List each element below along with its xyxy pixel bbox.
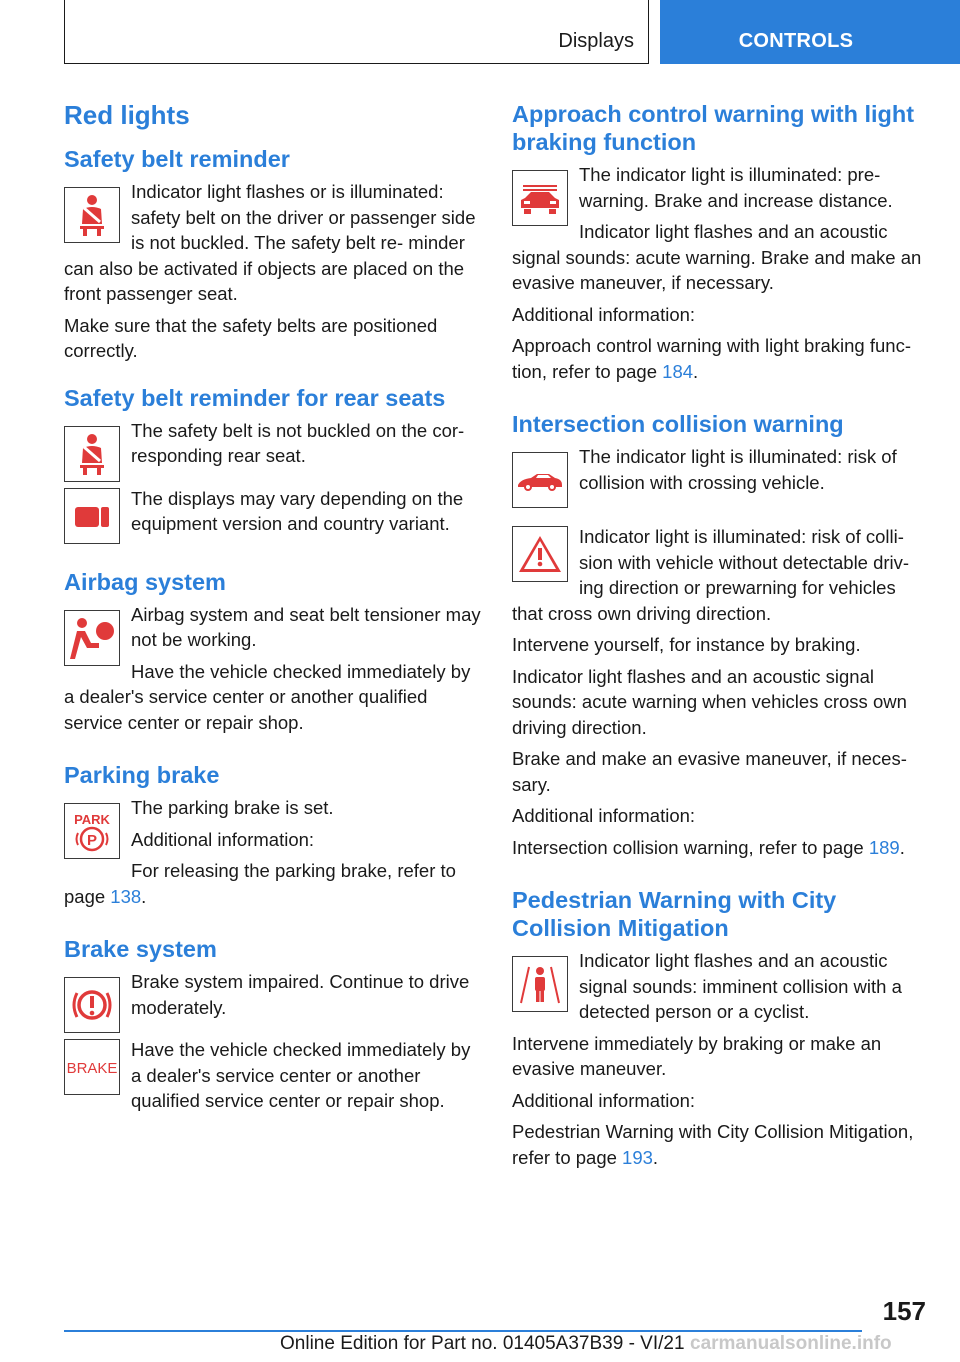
paragraph: Make sure that the safety belts are positioned correctly. (64, 314, 438, 362)
paragraph: Additional information: (131, 828, 315, 850)
punctuation: . (141, 885, 147, 907)
parking-brake-icon (64, 803, 120, 859)
paragraph: Have the vehicle checked immediately by a dealer's service center or another qualified service center or repair shop. (64, 660, 471, 733)
paragraph: Indicator light is illuminated: risk of colli- sion with vehicle without detectable driv- ing direction or prewarning for vehicles that cross own driving direction. (512, 526, 910, 624)
page-link-193[interactable]: 193 (622, 1146, 653, 1168)
page-link-189[interactable]: 189 (868, 836, 900, 858)
footer-edition: Online Edition for Part no. 01405A37B39 - VI/21 (280, 1333, 685, 1354)
left-column (64, 100, 482, 1140)
paragraph (512, 1119, 930, 1170)
seatbelt-icon (64, 187, 120, 243)
paragraph (64, 858, 482, 909)
paragraph: The indicator light is illuminated: risk of collision with crossing vehicle. (579, 446, 897, 493)
punctuation: . (652, 1146, 659, 1168)
paragraph: Airbag system and seat belt tensioner may not be working. (131, 603, 481, 651)
section-intersection-collision-warning (512, 410, 930, 866)
crossing-vehicle-icon (512, 452, 568, 508)
paragraph: Additional information: (512, 1089, 696, 1111)
paragraph-text: Approach control warning with light braking func- tion, refer to page (512, 335, 911, 382)
header-chapter-label: CONTROLS (738, 30, 854, 52)
punctuation: . (899, 836, 905, 858)
paragraph: Intervene yourself, for instance by braking. (512, 634, 861, 655)
svg-text:P: P (86, 832, 98, 850)
brake-icon-text: BRAKE (66, 1060, 118, 1078)
paragraph: Intervene immediately by braking or make an evasive maneuver. (512, 1032, 882, 1079)
pedestrian-icon (512, 956, 568, 1012)
section-heading: Safety belt reminder (64, 146, 290, 173)
paragraph: Additional information: (512, 303, 696, 325)
paragraph: Brake and make an evasive maneuver, if neces- sary. (512, 748, 907, 795)
rear-seat-occupancy-icon (64, 488, 120, 544)
paragraph: Indicator light flashes and an acoustic signal sounds: acute warning. Brake and make an evasive maneuver, if necessary. (512, 221, 922, 293)
section-brake-system (64, 935, 482, 1120)
paragraph: Indicator light flashes and an acoustic signal sounds: acute warning when vehicles cross own driving direction. (512, 665, 907, 738)
airbag-icon (64, 610, 120, 666)
section-parking-brake (64, 761, 482, 915)
page-title: Red lights (64, 100, 190, 130)
section-heading: Airbag system (64, 568, 226, 595)
punctuation: . (693, 360, 699, 382)
parking-brake-icon-text: PARK (74, 812, 110, 828)
section-airbag-system (64, 568, 482, 742)
section-safety-belt-reminder (64, 145, 482, 364)
page-link-184[interactable]: 184 (662, 360, 694, 382)
paragraph-text: Pedestrian Warning with City Collision Mitigation, refer to page (512, 1121, 914, 1168)
section-heading: Parking brake (64, 762, 220, 789)
section-heading: Brake system (64, 936, 217, 963)
warning-triangle-icon (512, 526, 568, 582)
paragraph-text: Intersection collision warning, refer to page (512, 836, 864, 858)
paragraph: The parking brake is set. (131, 797, 334, 819)
section-rear-seat-belt-reminder (64, 384, 482, 548)
section-pedestrian-warning (512, 886, 930, 1170)
header-chapter-tab[interactable] (660, 0, 960, 64)
paragraph: Have the vehicle checked immediately by a dealer's service center or another qualified service center or repair shop. (131, 1039, 471, 1112)
paragraph: Indicator light flashes and an acoustic signal sounds: imminent collision with a detected person or a cyclist. (579, 950, 902, 1022)
paragraph: The displays may vary depending on the equipment version and country variant. (131, 487, 464, 535)
section-heading: Safety belt reminder for rear seats (64, 384, 446, 411)
section-approach-control-warning (512, 100, 930, 390)
paragraph (512, 333, 930, 384)
page-number: 157 (882, 1296, 926, 1326)
section-heading: Pedestrian Warning with City Collision Mitigation (512, 887, 837, 941)
paragraph-text: For releasing the parking brake, refer to page (64, 860, 456, 907)
header-section-box (64, 0, 649, 64)
paragraph: The safety belt is not buckled on the cor- responding rear seat. (131, 419, 465, 467)
paragraph: The indicator light is illuminated: pre- warning. Brake and increase distance. (579, 164, 893, 211)
section-heading: Approach control warning with light braking function (512, 101, 915, 155)
paragraph: Indicator light flashes or is illuminated: safety belt on the driver or passenger side is not buckled. The safety belt re- minder can also be activated if objects are placed on the front passenger seat. (64, 181, 476, 305)
brake-warning-icon (64, 977, 120, 1033)
watermark-logo: carmanualsonline.info (690, 1333, 892, 1354)
header-section-label: Displays (558, 30, 634, 52)
paragraph (512, 835, 930, 861)
approach-warning-car-icon (512, 170, 568, 226)
section-heading: Intersection collision warning (512, 411, 844, 437)
paragraph: Brake system impaired. Continue to drive moderately. (131, 971, 470, 1018)
page-link-138[interactable]: 138 (110, 885, 142, 907)
footer-divider (64, 1330, 862, 1332)
paragraph: Additional information: (512, 805, 696, 826)
right-column (512, 100, 930, 1190)
brake-text-icon (64, 1039, 120, 1095)
seatbelt-icon (64, 426, 120, 482)
